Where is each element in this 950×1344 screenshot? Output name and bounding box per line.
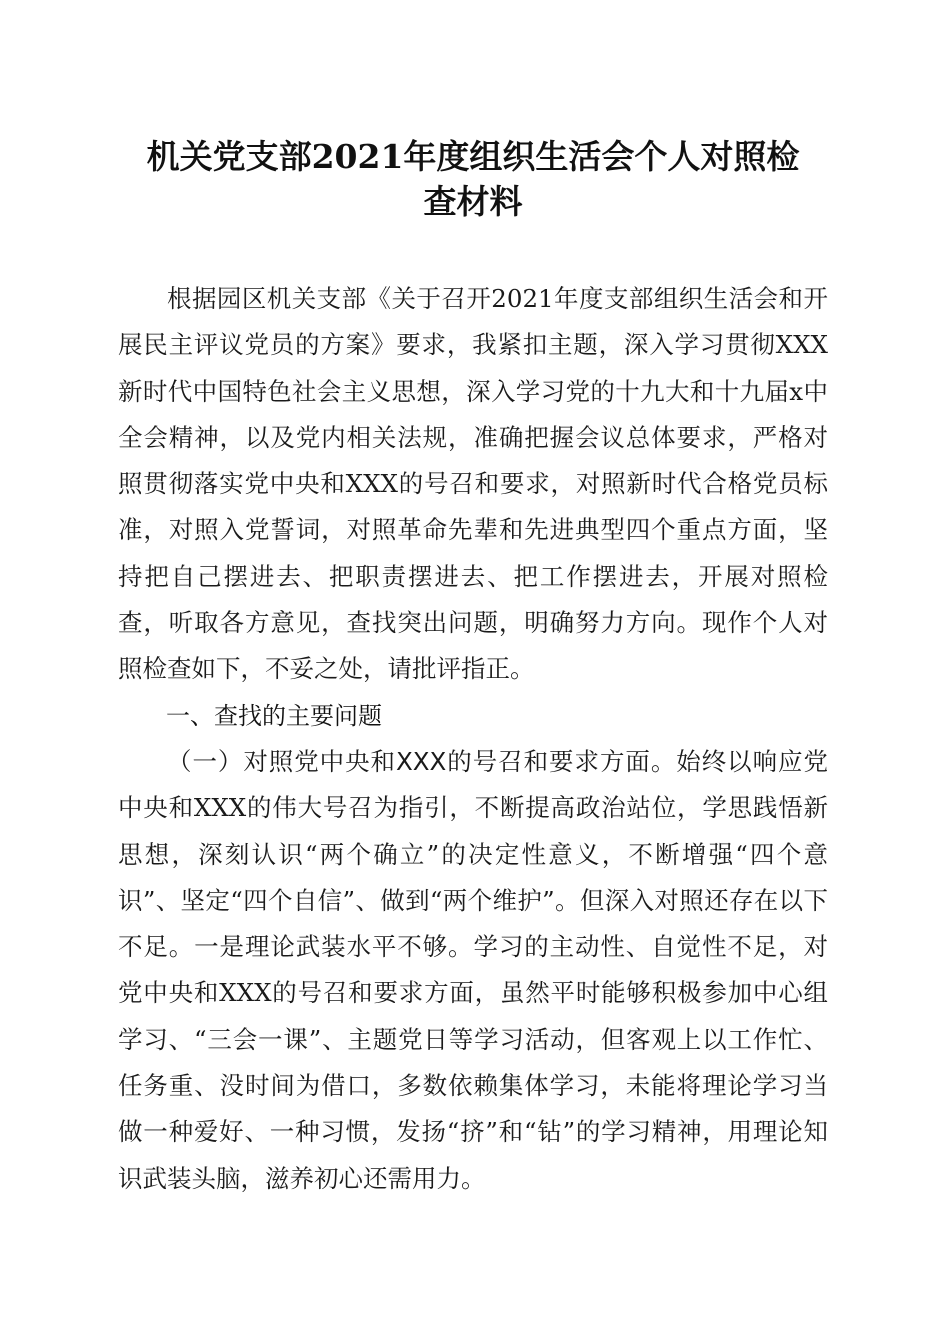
subsection-label-1: （一）对照党中央和XXX的号召和要求方面。 <box>167 746 677 776</box>
intro-paragraph: 根据园区机关支部《关于召开2021年度支部组织生活会和开展民主评议党员的方案》要求，我紧扣主题，深入学习贯彻XXX新时代中国特色社会主义思想，深入学习党的十九大和十九届x中全会精神，以及党内相关法规，准确把握会议总体要求，严格对照贯彻落实党中央和XXX的号召和要求，对照新时代合格党员标准，对照入党誓词，对照革命先辈和先进典型四个重点方面，坚持把自己摆进去、把职责摆进去、把工作摆进去，开展对照检查，听取各方意见，查找突出问题，明确努力方向。现作个人对照检查如下，不妥之处，请批评指正。 <box>118 284 828 684</box>
subsection-text-1: 始终以响应党中央和XXX的伟大号召为指引，不断提高政治站位，学思践悟新思想，深刻认识“两个确立”的决定性意义，不断增强“四个意识”、坚定“四个自信”、做到“两个维护”。但深入对照还存在以下不足。一是理论武装水平不够。学习的主动性、自觉性不足，对党中央和XXX的号召和要求方面，虽然平时能够积极参加中心组学习、“三会一课”、主题党日等学习活动，但客观上以工作忙、任务重、没时间为借口，多数依赖集体学习，未能将理论学习当做一种爱好、一种习惯，发扬“挤”和“钻”的学习精神，用理论知识武装头脑，滋养初心还需用力。 <box>118 746 828 1193</box>
section-heading-1: 一、查找的主要问题 <box>166 701 382 730</box>
subsection-paragraph-1 <box>118 739 828 1202</box>
document-title <box>118 134 828 224</box>
title-line-1: 机关党支部2021年度组织生活会个人对照检 <box>146 137 800 176</box>
document-page <box>118 134 828 1202</box>
document-body <box>118 276 828 1202</box>
title-line-2: 查材料 <box>423 182 523 221</box>
